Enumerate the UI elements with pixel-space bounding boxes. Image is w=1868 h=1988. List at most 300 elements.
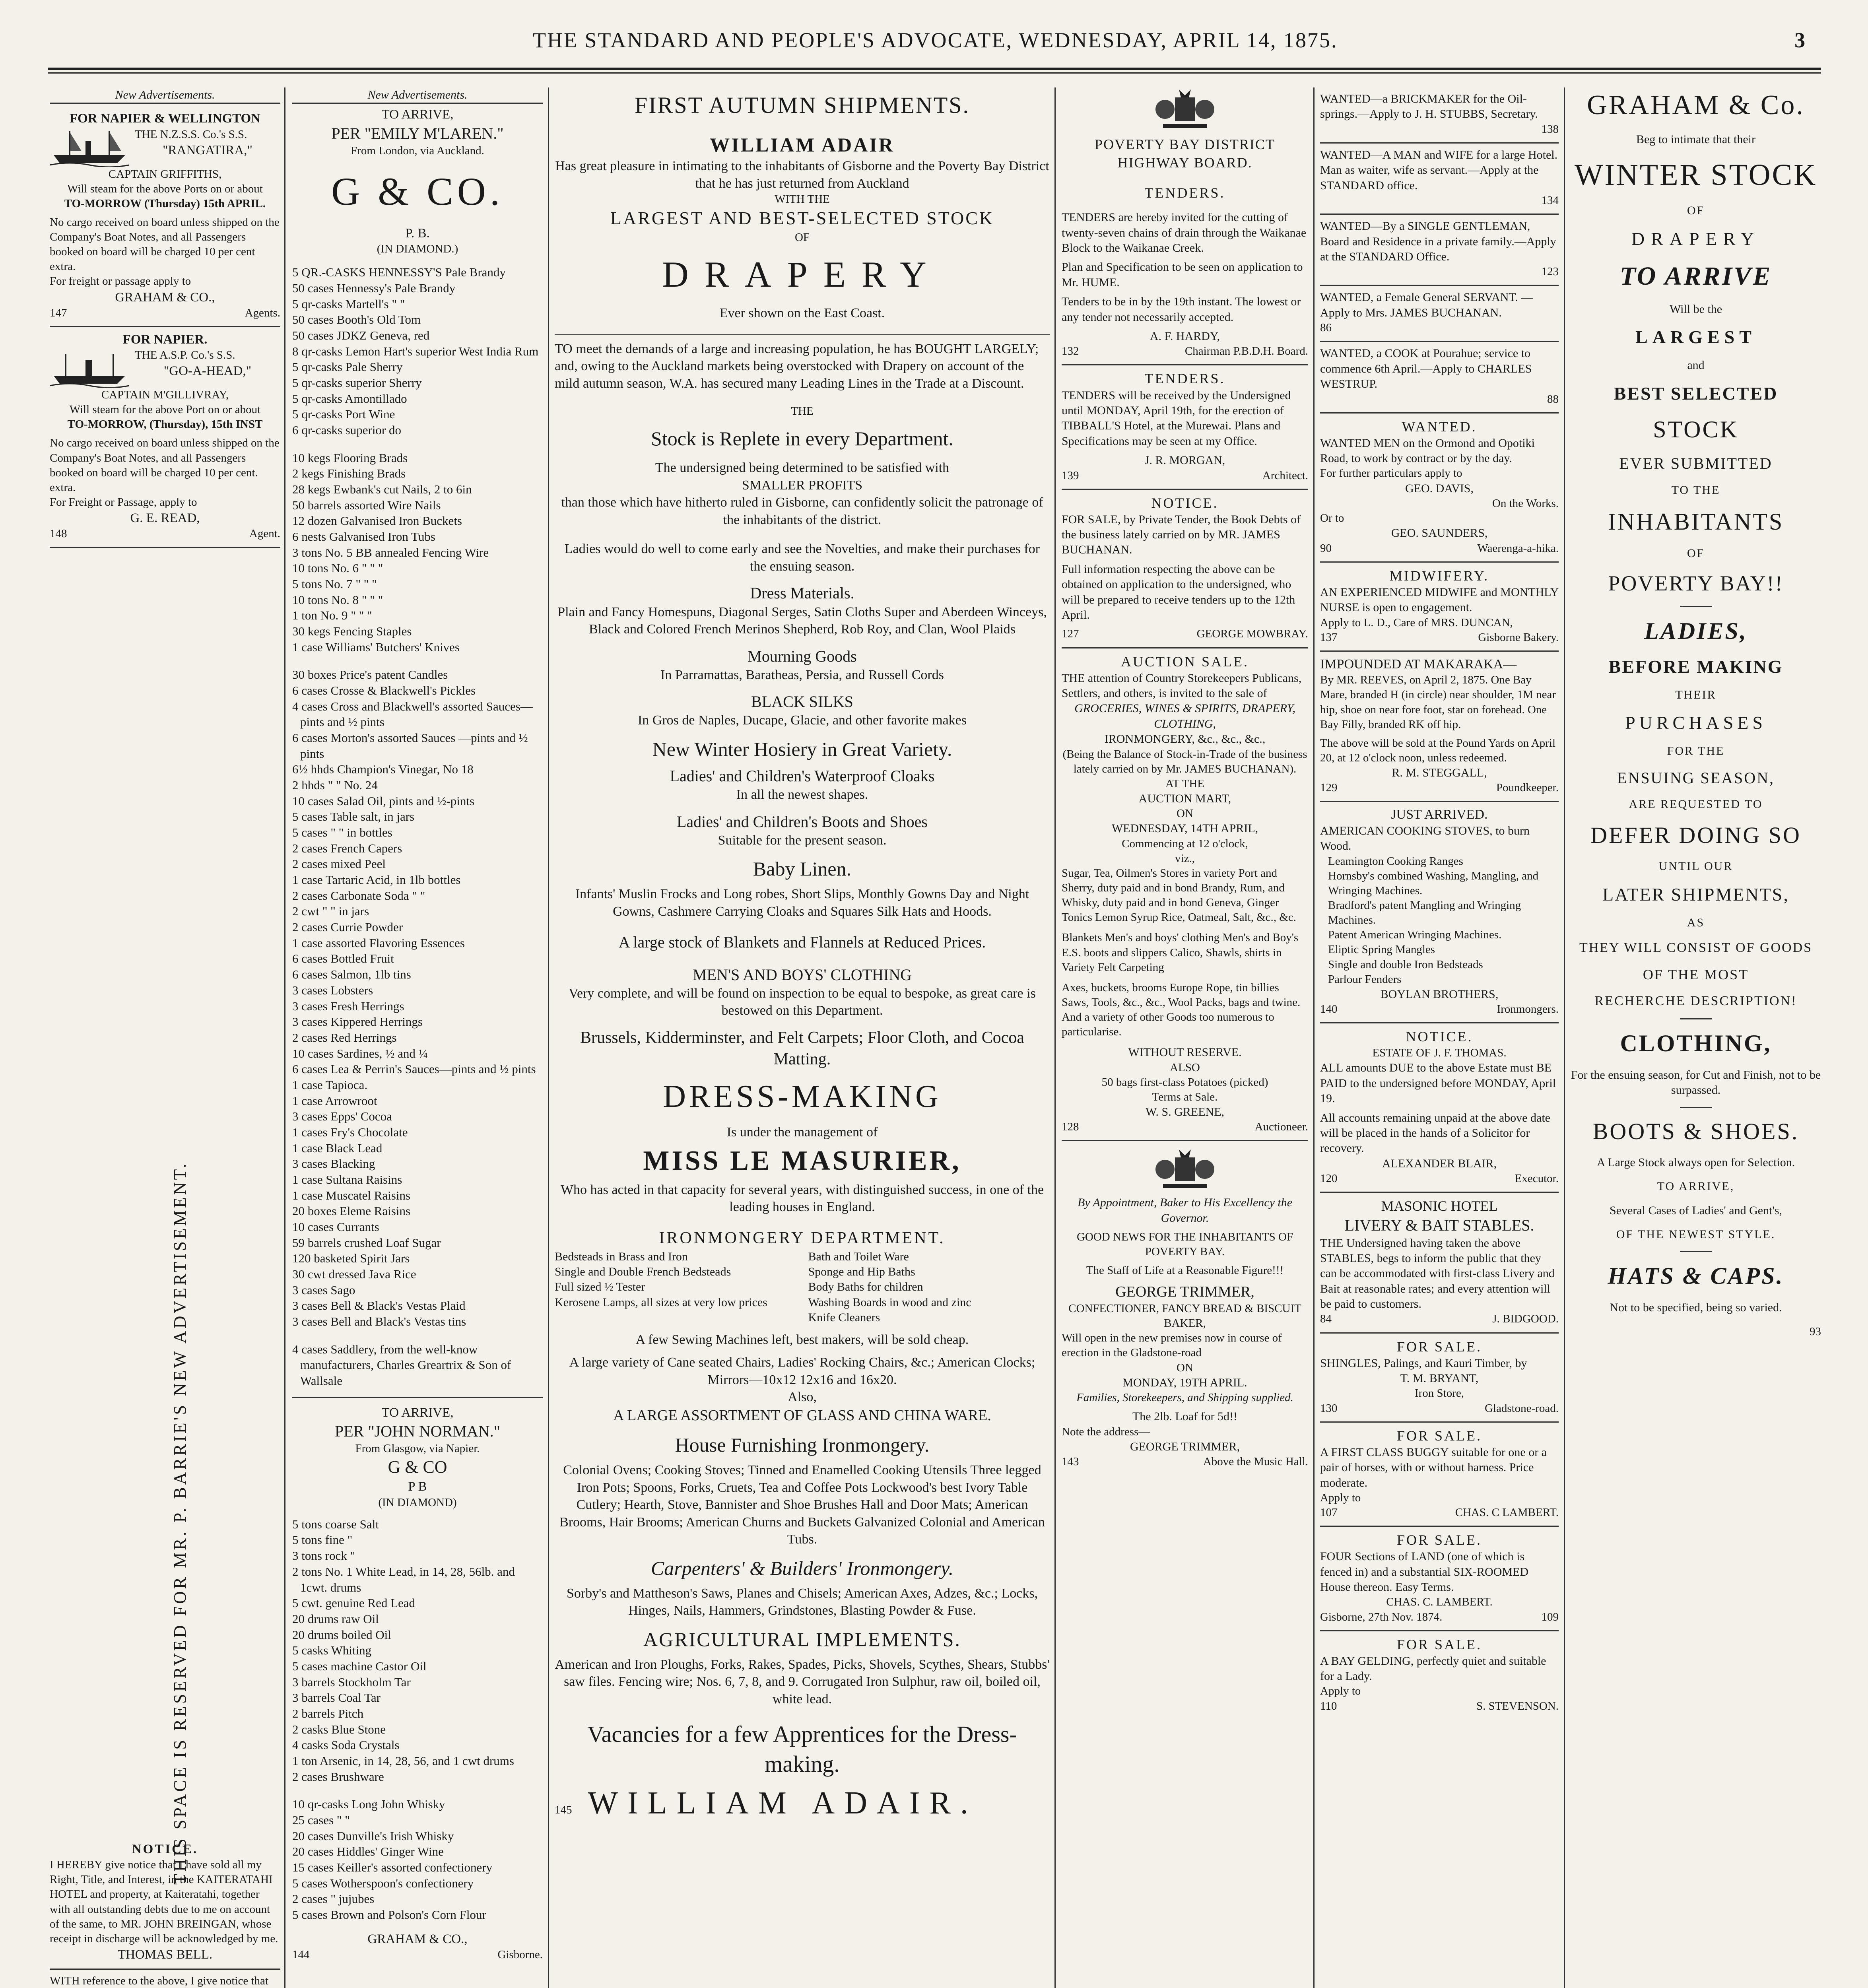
ad-agents: Agents. <box>245 306 280 319</box>
ship-name: PER "JOHN NORMAN." <box>334 1422 501 1440</box>
just-body: AMERICAN COOKING STOVES, to burn Wood. <box>1320 824 1530 853</box>
just-list <box>1320 854 1559 987</box>
drapery-title: DRAPERY <box>662 254 942 295</box>
tenders-hotel <box>1062 365 1308 489</box>
signature: GEORGE MOWBRAY. <box>1196 627 1308 641</box>
goods-item: 4 cases Saddlery, from the well-know manufacturers, Charles Greartrix & Son of Wallsale <box>292 1342 511 1388</box>
goods-item: 10 tons No. 6 " " " <box>292 561 383 575</box>
just-arrived-item: Leamington Cooking Ranges <box>1328 854 1463 868</box>
signature: A. F. HARDY, <box>1150 329 1220 343</box>
goods-item: 50 cases Hennessy's Pale Brandy <box>292 281 456 295</box>
goods-item: 30 kegs Fencing Staples <box>292 624 412 639</box>
their: THEIR <box>1675 688 1717 701</box>
baker-trade: CONFECTIONER, FANCY BREAD & BISCUIT BAKER, <box>1068 1302 1301 1330</box>
mourning-body: In Parramattas, Baratheas, Persia, and Russell Cords <box>660 667 944 682</box>
masonic-hotel <box>1320 1193 1559 1333</box>
goods-item: 3 cases Lobsters <box>292 983 373 997</box>
goods-item: 12 dozen Galvanised Iron Buckets <box>292 514 462 528</box>
goods-item: 2 cases French Capers <box>292 841 402 855</box>
wanted-ad <box>1320 215 1559 286</box>
ad-line: THE A.S.P. Co.'s S.S. <box>135 349 235 362</box>
ad-freight: For freight or passage apply to <box>50 275 191 288</box>
goods-item: 2 tons No. 1 White Lead, in 14, 28, 56lb. and 1cwt. drums <box>292 1564 515 1594</box>
goods-item: 15 cases Keiller's assorted confectionery <box>292 1860 493 1874</box>
goods-item: 2 barrels Pitch <box>292 1706 364 1720</box>
baker-name: GEORGE TRIMMER, <box>1115 1283 1254 1300</box>
ad-body: No cargo received on board unless shipped on the Company's Boat Notes, and all Passengers booked on board will be charged 10 per cent. extra. <box>50 437 280 494</box>
goods-list-whisky <box>292 1796 543 1922</box>
impounded-sale: The above will be sold at the Pound Yards on April 20, at 12 o'clock noon, unless redeemed. <box>1320 736 1556 764</box>
graham-co: GRAHAM & Co. <box>1587 90 1805 120</box>
chairs: A large variety of Cane seated Chairs, Ladies' Rocking Chairs, &c.; American Clocks; Mirrors—10x12 12x16 and 16x20. <box>569 1355 1035 1387</box>
boots-body: A Large Stock always open for Selection. <box>1596 1155 1795 1169</box>
goods-item: 1 case Muscatel Raisins <box>292 1188 411 1202</box>
title: Auctioneer. <box>1254 1120 1308 1134</box>
date: Gisborne, 27th Nov. 1874. <box>1320 1610 1443 1623</box>
ad-number: 144 <box>292 1948 310 1961</box>
impounded-body: By MR. REEVES, on April 2, 1875. One Bay Mare, branded H (in circle) near shoulder, 1M near hip, shoe on near fore foot, star on forehead. One Bay Filly, branded RK off hip. <box>1320 674 1556 731</box>
location: Waerenga-a-hika. <box>1477 542 1559 555</box>
tenders-body: TENDERS are hereby invited for the cutting of twenty-seven chains of drain through the Waikanae Block to the Waikanae Creek. <box>1062 211 1307 255</box>
brand-mark: G & CO. <box>331 169 504 214</box>
steamship-icon <box>50 348 129 388</box>
beg: Beg to intimate that their <box>1636 132 1755 146</box>
board-name: POVERTY BAY DISTRICT HIGHWAY BOARD. <box>1095 136 1275 171</box>
title: Poundkeeper. <box>1496 781 1559 794</box>
ad-steam: Will steam for the above Port on or about <box>69 403 261 416</box>
ad-ship-name: "RANGATIRA," <box>163 143 252 157</box>
signature: CHAS. C LAMBERT. <box>1455 1506 1559 1519</box>
later-shipments: LATER SHIPMENTS, <box>1602 884 1789 905</box>
ad-number: 88 <box>1547 392 1559 406</box>
house-body: Colonial Ovens; Cooking Stoves; Tinned and Enamelled Cooking Utensils Three legged Iron Pots; Spoons, Forks, Cruets, Tea and Coffee Pots Lockwood's best Ivory Table Cutlery; Hearth, Stove, Bannister and Shoe Brushes Hall and Door Mats; American Brooms, Hair Brooms; American Churns and Buckets Galvanized Colonial and American Tubs. <box>559 1463 1045 1547</box>
ad-number: 132 <box>1062 345 1079 358</box>
and: and <box>1687 359 1705 372</box>
signature: GEO. DAVIS, <box>1405 481 1474 495</box>
goods-item: 1 case Williams' Butchers' Knives <box>292 640 460 654</box>
merchant-name: WILLIAM ADAIR <box>710 134 895 156</box>
headline: FIRST AUTUMN SHIPMENTS. <box>634 92 970 118</box>
to-arrive-2: TO ARRIVE, <box>1657 1180 1735 1193</box>
newest-style: OF THE NEWEST STYLE. <box>1616 1228 1776 1241</box>
reserved-space-vertical-text: THIS SPACE IS RESERVED FOR MR. P. BARRIE'S NEW ADVERTISEMENT. <box>170 1161 190 1885</box>
goods-item: 3 cases Kippered Herrings <box>292 1015 423 1029</box>
ironmongery-item: Bath and Toilet Ware <box>808 1250 909 1263</box>
without-reserve: WITHOUT RESERVE. <box>1128 1046 1242 1059</box>
title: Architect. <box>1262 469 1308 482</box>
brand-pb: P. B. <box>405 226 430 241</box>
for-sale-heading: FOR SALE. <box>1396 1636 1482 1652</box>
ironmongery-item: Body Baths for children <box>808 1280 923 1294</box>
just-heading: JUST ARRIVED. <box>1391 807 1488 822</box>
just-arrived-item: Eliptic Spring Mangles <box>1328 943 1435 956</box>
divider <box>1680 1018 1712 1019</box>
notice-breingan <box>50 1970 280 1988</box>
ad-date: TO-MORROW, (Thursday), 15th INST <box>67 418 263 431</box>
determined: The undersigned being determined to be satisfied with <box>655 460 950 476</box>
just-arrived-item: Parlour Fenders <box>1328 973 1402 986</box>
several-cases: Several Cases of Ladies' and Gent's, <box>1609 1204 1783 1217</box>
midwifery-heading: MIDWIFERY. <box>1389 567 1489 584</box>
goods-list-saddlery <box>292 1342 543 1389</box>
location: Gisborne Bakery. <box>1478 631 1559 644</box>
signature: ALEXANDER BLAIR, <box>1382 1157 1497 1170</box>
impounded <box>1320 652 1559 802</box>
notice-body: FOR SALE, by Private Tender, the Book Debts of the business lately carried on by MR. JAMES BUCHANAN. <box>1062 513 1301 557</box>
notice-book-debts <box>1062 490 1308 648</box>
ad-captain: CAPTAIN M'GILLIVRAY, <box>101 388 229 402</box>
terms: Terms at Sale. <box>1152 1090 1218 1103</box>
ad-number: 147 <box>50 306 67 319</box>
as: AS <box>1687 916 1705 929</box>
ad-freight: For Freight or Passage, apply to <box>50 495 197 509</box>
ad-number: 109 <box>1541 1610 1559 1623</box>
ad-number: 86 <box>1320 321 1332 334</box>
goods-item: 5 tons No. 7 " " " <box>292 577 377 591</box>
column-divider <box>1564 87 1565 1988</box>
wanted-body: WANTED—a BRICKMAKER for the Oil-springs.—Apply to J. H. STUBBS, Secretary. <box>1320 92 1538 121</box>
ladies-note: Ladies would do well to come early and see the Novelties, and make their purchases for the ensuing season. <box>564 542 1040 574</box>
tenders-plan: Plan and Specification to be seen on application to Mr. HUME. <box>1062 260 1303 289</box>
smaller-profits: SMALLER PROFITS <box>742 478 863 493</box>
goods-item: 1 case Arrowroot <box>292 1093 377 1108</box>
column-divider <box>1054 87 1056 1988</box>
just-arrived-item: Patent American Wringing Machines. <box>1328 928 1502 942</box>
agri-heading: AGRICULTURAL IMPLEMENTS. <box>643 1628 961 1650</box>
ironmongery-heading: IRONMONGERY DEPARTMENT. <box>659 1229 946 1247</box>
wanted-apply: For further particulars apply to <box>1320 467 1462 480</box>
wanted-body: WANTED, a Female General SERVANT. —Apply to Mrs. JAMES BUCHANAN. <box>1320 291 1533 319</box>
auction-date: WEDNESDAY, 14TH APRIL, <box>1111 822 1258 835</box>
goods-item: 5 tons fine " <box>292 1533 353 1547</box>
ad-date: TO-MORROW (Thursday) 15th APRIL. <box>64 197 266 210</box>
or-to: Or to <box>1320 512 1344 525</box>
goods-item: 2 cases Brushware <box>292 1769 384 1784</box>
column-divider <box>284 87 285 1988</box>
will-be: Will be the <box>1669 302 1722 316</box>
goods-list-groceries <box>292 667 543 1329</box>
goods-item: 3 cases Sago <box>292 1283 355 1297</box>
goods-item: 59 barrels crushed Loaf Sugar <box>292 1235 441 1250</box>
signature: GRAHAM & CO., <box>367 1932 468 1946</box>
tenders-body: TENDERS will be received by the Undersigned until MONDAY, April 19th, for the erection of TIBBALL'S Hotel, at the Murewai. Plans and Specifications may be seen at my Office. <box>1062 388 1291 448</box>
hotel-stables: LIVERY & BAIT STABLES. <box>1344 1216 1534 1235</box>
notice-info: Full information respecting the above can be obtained on application to the undersigned, who will be prepared to receive tenders up to the 12th April. <box>1062 562 1295 622</box>
of-the-most: OF THE MOST <box>1643 966 1749 982</box>
ad-number: 120 <box>1320 1172 1338 1185</box>
note-address: Note the address— <box>1062 1425 1150 1438</box>
ad-number: 128 <box>1062 1120 1079 1134</box>
goods-item: 10 qr-casks Long John Whisky <box>292 1797 445 1811</box>
coat-of-arms-icon <box>1151 87 1219 131</box>
ad-number: 130 <box>1320 1402 1338 1415</box>
they-consist: THEY WILL CONSIST OF GOODS <box>1579 940 1813 955</box>
for-sale-buggy <box>1320 1423 1559 1527</box>
hats-caps: HATS & CAPS. <box>1608 1263 1784 1289</box>
dress-making-sub: Is under the management of <box>726 1124 878 1140</box>
section-header: New Advertisements. <box>50 87 280 104</box>
wanted-body: WANTED—By a SINGLE GENTLEMAN, Board and Residence in a private family.—Apply at the STANDARD Office. <box>1320 219 1556 263</box>
ad-number: 127 <box>1062 627 1079 641</box>
ad-agent: G. E. READ, <box>130 511 200 525</box>
ad-agents: Agent. <box>249 527 280 540</box>
ship-from: From Glasgow, via Napier. <box>355 1442 480 1455</box>
goods-item: 1 case Tapioca. <box>292 1077 368 1092</box>
goods-item: 1 ton Arsenic, in 14, 28, 56, and 1 cwt drums <box>292 1753 514 1768</box>
for-the: FOR THE <box>1667 744 1725 758</box>
staff-of-life: The Staff of Life at a Reasonable Figure!!! <box>1086 1264 1284 1277</box>
potatoes: 50 bags first-class Potatoes (picked) <box>1101 1076 1268 1089</box>
for-sale-heading: FOR SALE. <box>1396 1338 1482 1355</box>
ironmongery-item: Sponge and Hip Baths <box>808 1265 915 1279</box>
notice-signature: THOMAS BELL. <box>117 1947 213 1962</box>
winter-stock: WINTER STOCK <box>1574 158 1818 192</box>
baby-heading: Baby Linen. <box>753 858 852 880</box>
goods-item: 1 cases Fry's Chocolate <box>292 1125 408 1139</box>
goods-item: 5 tons coarse Salt <box>292 1517 379 1531</box>
coat-of-arms-icon <box>1151 1147 1219 1191</box>
goods-item: 120 basketed Spirit Jars <box>292 1251 410 1266</box>
place: Gisborne. <box>497 1948 543 1961</box>
ad-route: FOR NAPIER & WELLINGTON <box>69 111 261 126</box>
goods-item: 3 cases Bell and Black's Vestas tins <box>292 1314 466 1328</box>
poverty-bay: POVERTY BAY!! <box>1608 571 1784 596</box>
auction-body: THE attention of Country Storekeepers Publicans, Settlers, and others, is invited to the sale of <box>1062 671 1302 700</box>
tenders-drain <box>1062 172 1308 365</box>
newspaper-title: THE STANDARD AND PEOPLE'S ADVOCATE, WEDNESDAY, APRIL 14, 1875. <box>533 28 1338 52</box>
wanted-body: WANTED MEN on the Ormond and Opotiki Road, to work by contract or by the day. <box>1320 436 1535 465</box>
of: OF <box>1687 546 1705 560</box>
goods-item: 10 cases Sardines, ½ and ¼ <box>292 1046 428 1060</box>
at-the: AT THE <box>1165 777 1205 790</box>
brand-pb: P B <box>408 1479 427 1494</box>
top-rule <box>48 68 1821 70</box>
goods-item: 10 cases Salad Oil, pints and ½-pints <box>292 794 475 808</box>
men-body: Very complete, and will be found on inspection to be equal to bespoke, as great care is bestowed on this Department. <box>569 986 1036 1018</box>
apply-to: Apply to <box>1320 1685 1361 1698</box>
goods-item: 1 case Sultana Raisins <box>292 1172 402 1186</box>
ad-number: 145 <box>555 1803 572 1816</box>
wanted-ad <box>1320 342 1559 413</box>
mourning-heading: Mourning Goods <box>748 647 857 665</box>
goods-item: 3 cases Blacking <box>292 1157 375 1171</box>
notice-heading: NOTICE. <box>1406 1029 1473 1045</box>
the: THE <box>791 405 814 418</box>
ironmongery-item: Single and Double French Bedsteads <box>555 1265 731 1279</box>
inhabitants: INHABITANTS <box>1608 508 1784 535</box>
auction-heading: AUCTION SALE. <box>1121 653 1249 670</box>
goods-item: 4 casks Soda Crystals <box>292 1738 400 1752</box>
for-sale-body: SHINGLES, Palings, and Kauri Timber, by <box>1320 1356 1527 1370</box>
loaf-price: The 2lb. Loaf for 5d!! <box>1132 1410 1238 1423</box>
purchases: PURCHASES <box>1625 712 1767 733</box>
miss-body: Who has acted in that capacity for several years, with distinguished success, in one of the leading houses in England. <box>560 1182 1044 1215</box>
on: ON <box>1177 1361 1193 1374</box>
ironmongery-item: Washing Boards in wood and zinc <box>808 1295 971 1309</box>
are-requested: ARE REQUESTED TO <box>1629 797 1763 811</box>
glass: A LARGE ASSORTMENT OF GLASS AND CHINA WARE. <box>613 1407 991 1424</box>
column-divider <box>548 87 549 1988</box>
title: Executor. <box>1515 1172 1559 1185</box>
address: Above the Music Hall. <box>1203 1455 1308 1468</box>
wanted-body: WANTED—A MAN and WIFE for a large Hotel. Man as waiter, wife as servant.—Apply at the STANDARD office. <box>1320 148 1558 192</box>
goods-item: 5 qr-casks superior Sherry <box>292 375 422 390</box>
appointment: By Appointment, Baker to His Excellency the Governor. <box>1077 1196 1293 1225</box>
goods-item: 5 cases Brown and Polson's Corn Flour <box>292 1907 486 1922</box>
carpets: Brussels, Kidderminster, and Felt Carpets; Floor Cloth, and Cocoa Matting. <box>580 1028 1025 1068</box>
goods-item: 5 qr-casks Martell's " " <box>292 297 405 311</box>
boots-shoes: BOOTS & SHOES. <box>1592 1118 1799 1144</box>
before-making: BEFORE MAKING <box>1608 656 1783 677</box>
hotel-name: MASONIC HOTEL <box>1381 1198 1498 1214</box>
goods-item: 20 cases Hiddles' Ginger Wine <box>292 1844 444 1859</box>
ad-number: 93 <box>1810 1325 1821 1338</box>
goods-item: 4 cases Cross and Blackwell's assorted Sauces—pints and ½ pints <box>292 699 533 729</box>
auction-time: Commencing at 12 o'clock, <box>1122 837 1248 850</box>
families: Families, Storekeepers, and Shipping supplied. <box>1076 1391 1293 1404</box>
ensuing-season: ENSUING SEASON, <box>1617 769 1775 787</box>
ever-shown: Ever shown on the East Coast. <box>719 306 885 321</box>
to-the: TO THE <box>1671 483 1720 497</box>
notice-estate <box>1320 1023 1559 1193</box>
to-arrive: TO ARRIVE, <box>381 1405 454 1420</box>
goods-item: 10 tons No. 8 " " " <box>292 592 383 607</box>
ladies: LADIES, <box>1644 618 1748 645</box>
goods-item: 50 barrels assorted Wire Nails <box>292 498 441 512</box>
goods-item: 50 cases JDKZ Geneva, red <box>292 328 430 342</box>
tenders-in: Tenders to be in by the 19th instant. The lowest or any tender not necessarily accepted. <box>1062 295 1301 324</box>
goods-item: 20 cases Dunville's Irish Whisky <box>292 1829 454 1843</box>
ad-number: 110 <box>1320 1699 1337 1712</box>
for-sale-body: A FIRST CLASS BUGGY suitable for one or a pair of horses, with or without harness. Price moderate. <box>1320 1445 1547 1489</box>
column-5 <box>1320 87 1559 1988</box>
para-demand: TO meet the demands of a large and increasing population, he has BOUGHT LARGELY; and, owing to the Auckland markets being overstocked with Drapery on account of the mild autumn season, W.A. has secured many Leading Lines in the Trade at a Discount. <box>555 334 1050 392</box>
masthead <box>48 16 1821 60</box>
goods-item: 5 cases " " in bottles <box>292 825 392 840</box>
also: Also, <box>788 1390 817 1405</box>
location: On the Works. <box>1492 497 1559 510</box>
vacancies: Vacancies for a few Apprentices for the Dress-making. <box>587 1721 1017 1777</box>
ad-line: THE N.Z.S.S. Co.'s S.S. <box>135 128 247 141</box>
miss-le-masurier: MISS LE MASURIER, <box>643 1145 961 1176</box>
goods-item: 6 cases Salmon, 1lb tins <box>292 967 411 982</box>
just-arrived-item: Single and double Iron Bedsteads <box>1328 958 1483 971</box>
wanted-ad <box>1320 286 1559 342</box>
page-number: 3 <box>1794 28 1805 52</box>
notice-body: ALL amounts DUE to the above Estate must BE PAID to the undersigned before MONDAY, April 19. <box>1320 1061 1556 1105</box>
goods-item: 1 case Tartaric Acid, in 1lb bottles <box>292 873 461 887</box>
auction-list-3: Axes, buckets, brooms Europe Rope, tin billies Saws, Tools, &c., &c., Wool Packs, bags and twine. <box>1062 981 1301 1009</box>
hotel-body: THE Undersigned having taken the above STABLES, begs to inform the public that they can be accommodated with first-class Livery and Bait at reasonable rates; and every attention will be paid to customers. <box>1320 1236 1555 1311</box>
auction-variety: And a variety of other Goods too numerous to particularise. <box>1062 1010 1274 1039</box>
ironmongery-item: Knife Cleaners <box>808 1311 880 1324</box>
to-arrive: TO ARRIVE <box>1619 261 1772 291</box>
impounded-heading: IMPOUNDED AT MAKARAKA— <box>1320 656 1517 672</box>
ship-from: From London, via Auckland. <box>351 144 484 157</box>
auction-sale <box>1062 648 1308 1142</box>
midwifery-apply: Apply to L. D., Care of MRS. DUNCAN, <box>1320 616 1513 629</box>
ad-agent: GRAHAM & CO., <box>115 290 215 305</box>
shipping-ad-go-a-head <box>50 327 280 548</box>
goods-item: 20 drums boiled Oil <box>292 1627 391 1642</box>
goods-item: 3 barrels Coal Tar <box>292 1691 381 1705</box>
midwifery <box>1320 563 1559 652</box>
goods-item: 1 case Black Lead <box>292 1141 383 1155</box>
sewing: A few Sewing Machines left, best makers, will be sold cheap. <box>635 1332 969 1347</box>
signature: W. S. GREENE, <box>1145 1105 1225 1118</box>
ironmongery-right-list <box>808 1249 1050 1326</box>
ironmongery-left-list <box>555 1249 796 1326</box>
column-1 <box>50 87 280 1988</box>
apply-to: Apply to <box>1320 1491 1361 1504</box>
column-3 <box>555 87 1050 1988</box>
goods-item: 28 kegs Ewbank's cut Nails, 2 to 6in <box>292 482 472 496</box>
notice-unpaid: All accounts remaining unpaid at the above date will be placed in the hands of a Solicitor for recovery. <box>1320 1111 1550 1155</box>
title: Ironmongers. <box>1497 1003 1559 1016</box>
signature: R. M. STEGGALL, <box>1392 766 1487 779</box>
goods-item: 10 kegs Flooring Brads <box>292 450 408 465</box>
steamship-icon <box>50 127 129 167</box>
midwifery-body: AN EXPERIENCED MIDWIFE and MONTHLY NURSE is open to engagement. <box>1320 585 1559 614</box>
signature: T. M. BRYANT, <box>1400 1372 1479 1385</box>
ad-number: 140 <box>1320 1003 1338 1016</box>
ironmongery-item: Kerosene Lamps, all sizes at very low prices <box>555 1295 767 1309</box>
wanted-men <box>1320 414 1559 563</box>
signature: GEORGE TRIMMER, <box>1130 1440 1240 1453</box>
goods-item: 5 qr-casks Port Wine <box>292 407 395 421</box>
on: ON <box>1177 807 1193 820</box>
baker-open: Will open in the new premises now in course of erection in the Gladstone-road <box>1062 1332 1282 1359</box>
brand-diamond: (IN DIAMOND.) <box>377 243 458 256</box>
viz: viz., <box>1175 852 1195 865</box>
goods-item: 5 casks Whiting <box>292 1643 372 1658</box>
for-sale-land <box>1320 1527 1559 1631</box>
ironmongery-item: Bedsteads in Brass and Iron <box>555 1250 688 1263</box>
goods-item: 6 nests Galvanised Iron Tubs <box>292 530 435 544</box>
baker-date: MONDAY, 19TH APRIL. <box>1122 1376 1247 1389</box>
ad-number: 123 <box>1541 265 1559 278</box>
silks-body: In Gros de Naples, Ducape, Glacie, and other favorite makes <box>637 713 967 728</box>
notice-heading: NOTICE. <box>1151 495 1219 511</box>
ad-number: 134 <box>1541 194 1559 207</box>
goods-item: 2 kegs Finishing Brads <box>292 466 406 481</box>
shipping-ad-rangatira <box>50 106 280 327</box>
goods-item: 2 cases Red Herrings <box>292 1030 397 1044</box>
silks-heading: BLACK SILKS <box>751 693 853 711</box>
goods-item: 50 cases Booth's Old Tom <box>292 313 421 327</box>
signature: CHAS. C. LAMBERT. <box>1386 1596 1493 1609</box>
goods-item: 3 tons No. 5 BB annealed Fencing Wire <box>292 545 489 559</box>
just-arrived-item: Hornsby's combined Washing, Mangling, and Wringing Machines. <box>1328 869 1539 897</box>
ship-name: PER "EMILY M'LAREN." <box>331 124 504 142</box>
ad-number: 143 <box>1062 1455 1079 1468</box>
largest-stock: LARGEST AND BEST-SELECTED STOCK <box>610 208 994 229</box>
goods-item: 10 cases Currants <box>292 1219 379 1234</box>
ad-number: 90 <box>1320 542 1332 555</box>
goods-item: 5 qr-casks Pale Sherry <box>292 360 403 374</box>
column-2 <box>292 87 543 1988</box>
clothing-body: For the ensuing season, for Cut and Finish, not to be surpassed. <box>1571 1068 1821 1097</box>
goods-item: 5 cwt. genuine Red Lead <box>292 1596 416 1610</box>
notice-bell <box>50 1837 280 1970</box>
goods-item: 2 cases Carbonate Soda " " <box>292 888 425 903</box>
signature: BOYLAN BROTHERS, <box>1380 987 1499 1001</box>
recherche: RECHERCHE DESCRIPTION! <box>1594 993 1797 1008</box>
goods-list-oils <box>292 1516 543 1784</box>
clothing: CLOTHING, <box>1620 1030 1772 1057</box>
of: OF <box>1687 204 1705 217</box>
until-our: UNTIL OUR <box>1658 860 1733 873</box>
